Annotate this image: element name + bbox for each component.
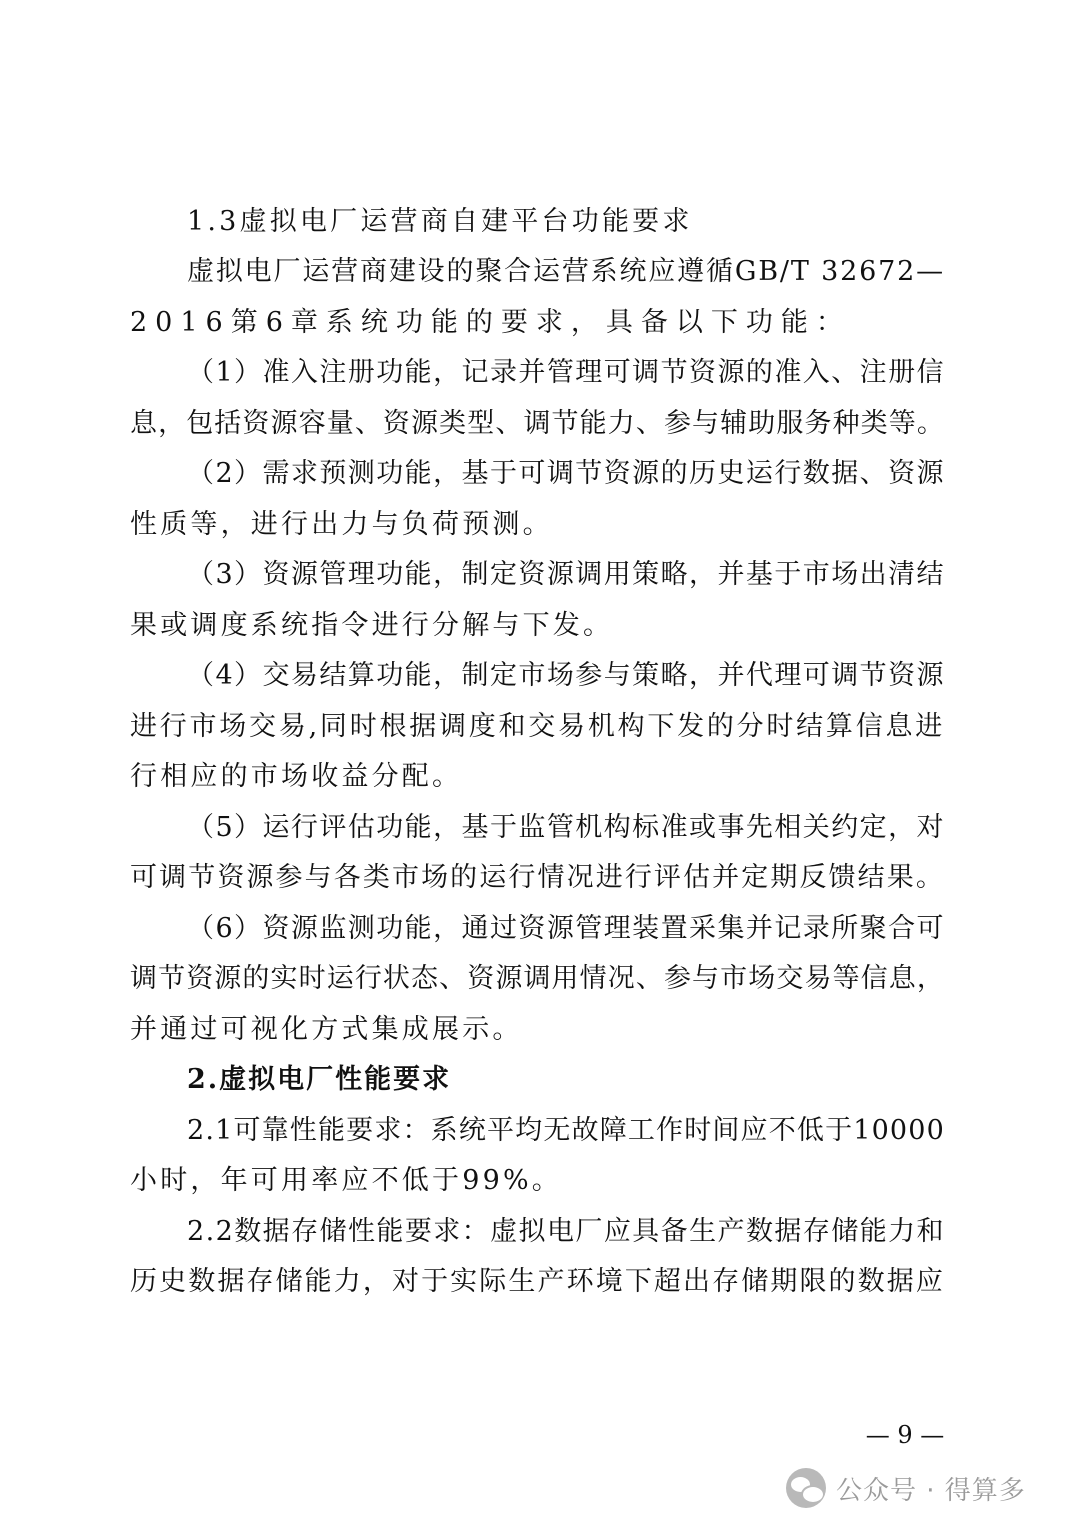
text-line: 1.3虚拟电厂运营商自建平台功能要求 [187, 206, 693, 237]
text-line: 并通过可视化方式集成展示。 [130, 1014, 523, 1045]
wechat-icon [786, 1468, 826, 1508]
text-line: 历史数据存储能力，对于实际生产环境下超出存储期限的数据应 [130, 1266, 945, 1297]
text-line: 进行市场交易,同时根据调度和交易机构下发的分时结算信息进 [130, 711, 945, 742]
text-line: （3）资源管理功能，制定资源调用策略，并基于市场出清结 [187, 559, 945, 590]
text-line: 2.2数据存储性能要求：虚拟电厂应具备生产数据存储能力和 [187, 1216, 945, 1247]
text-line: （1）准入注册功能，记录并管理可调节资源的准入、注册信 [187, 357, 945, 388]
section-heading: 2.虚拟电厂性能要求 [187, 1064, 452, 1095]
text-line: 2.1可靠性能要求：系统平均无故障工作时间应不低于10000 [187, 1115, 945, 1146]
text-line: （5）运行评估功能，基于监管机构标准或事先相关约定，对 [187, 812, 945, 843]
text-line: 调节资源的实时运行状态、资源调用情况、参与市场交易等信息， [130, 963, 945, 994]
text-line: （2）需求预测功能，基于可调节资源的历史运行数据、资源 [187, 458, 945, 489]
text-line: 小时，年可用率应不低于99%。 [130, 1165, 563, 1196]
text-line: 果或调度系统指令进行分解与下发。 [130, 610, 614, 641]
text-line: 性质等，进行出力与负荷预测。 [130, 509, 553, 540]
text-line: 虚拟电厂运营商建设的聚合运营系统应遵循GB/T 32672— [187, 256, 945, 287]
text-line: 息，包括资源容量、资源类型、调节能力、参与辅助服务种类等。 [130, 408, 945, 439]
text-line: 行相应的市场收益分配。 [130, 761, 463, 792]
page-number: — 9 — [865, 1421, 945, 1449]
text-line: （6）资源监测功能，通过资源管理装置采集并记录所聚合可 [187, 913, 945, 944]
text-line: （4）交易结算功能，制定市场参与策略，并代理可调节资源 [187, 660, 945, 691]
watermark-text: 公众号 · 得算多 [836, 1475, 1026, 1506]
watermark [786, 1464, 1026, 1512]
text-line: 2016第6章系统功能的要求，具备以下功能： [130, 307, 851, 338]
text-line: 可调节资源参与各类市场的运行情况进行评估并定期反馈结果。 [130, 862, 945, 893]
